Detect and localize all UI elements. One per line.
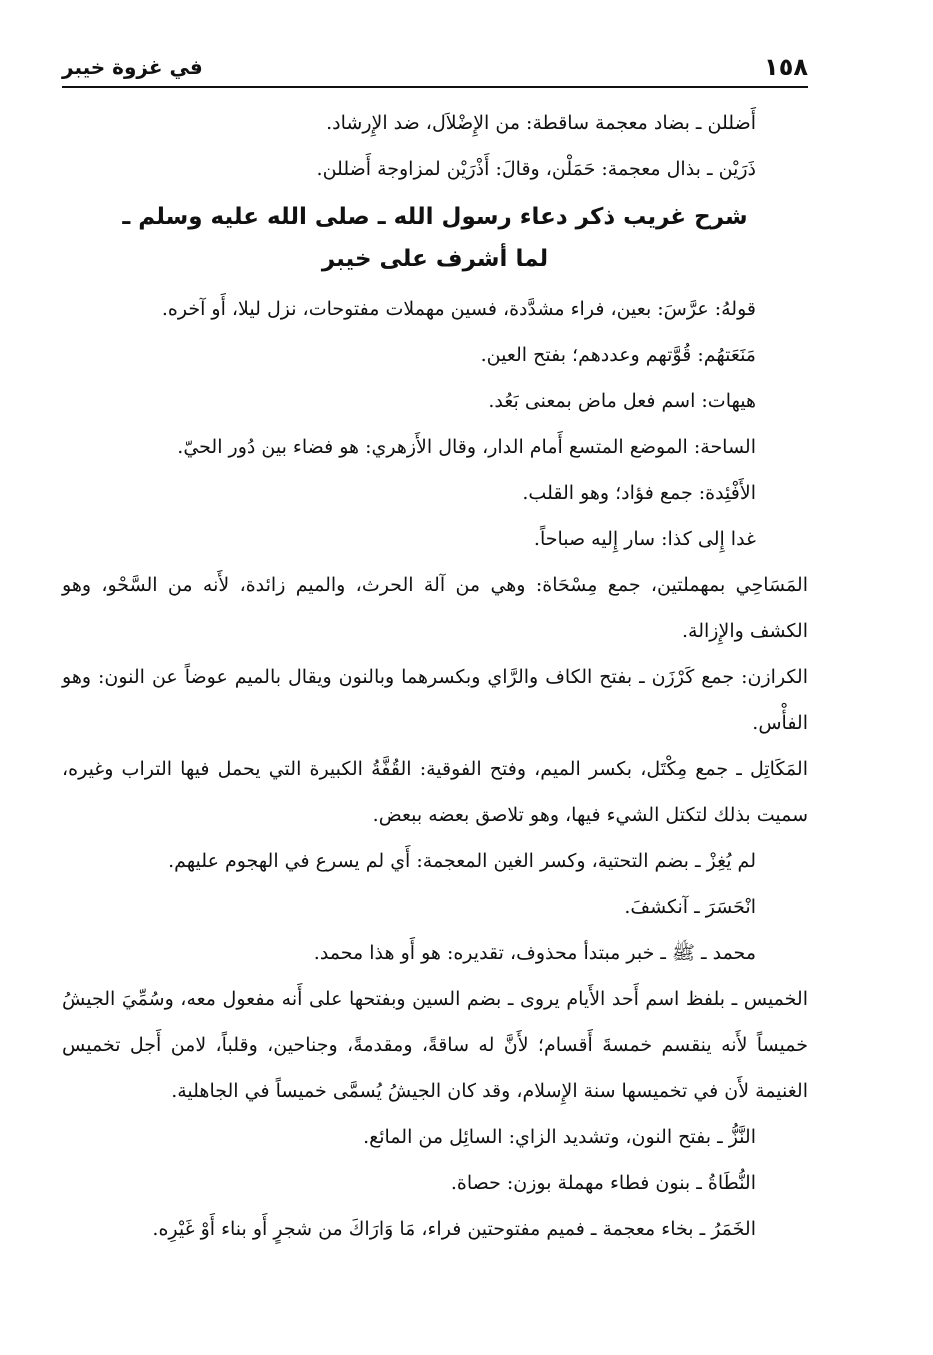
gloss-entry: الأَفْئِدة: جمع فؤاد؛ وهو القلب.: [522, 482, 756, 504]
page-body: [62, 100, 808, 1252]
page-number: ١٥٨: [764, 53, 808, 81]
gloss-entry: مَنَعَتهُم: قُوَّتهم وعددهم؛ بفتح العين.: [480, 344, 756, 366]
gloss-entry: النُّطَاةُ ـ بنون فطاء مهملة بوزن: حصاة.: [450, 1172, 756, 1194]
gloss-entry: الكرازن: جمع كَرْزَن ـ بفتح الكاف والرَّاي وبكسرهما وبالنون ويقال بالميم عوضاً عن النون: وهو الفأْس.: [62, 666, 808, 734]
gloss-entry: النَّزُّ ـ بفتح النون، وتشديد الزاي: السائِل من المائع.: [363, 1126, 756, 1148]
gloss-entry: الخَمَرُ ـ بخاء معجمة ـ فميم مفتوحتين فراء، مَا وَارَاكَ من شجرٍ أَو بناء أَوْ غَيْرِه.: [152, 1218, 756, 1240]
gloss-entry: أَضللن ـ بضاد معجمة ساقطة: من الإِضْلاَل، ضد الإِرشاد.: [326, 112, 756, 134]
gloss-entry: الساحة: الموضع المتسع أَمام الدار، وقال الأَزهري: هو فضاء بين دُور الحيّ.: [177, 436, 756, 458]
gloss-entry: محمد ـ ﷺ ـ خبر مبتدأ محذوف، تقديره: هو أَو هذا محمد.: [313, 942, 756, 964]
gloss-entry: الخميس ـ بلفظ اسم أَحد الأَيام يروى ـ بضم السين وبفتحها على أَنه مفعول معه، وسُمِّيَ الجيشُ خميساً لأَنه ينقسم خمسةَ أَقسام؛ لأَنَّ له ساقةً، ومقدمةً، وجناحين، وقلباً، لامن أَجل تخميس الغنيمة لأَن في تخميسها سنة الإِسلام، وقد كان الجيشُ يُسمَّى خميساً في الجاهلية.: [62, 988, 808, 1102]
gloss-entry: هيهات: اسم فعل ماض بمعنى بَعُد.: [488, 390, 756, 412]
running-title: في غزوة خيبر: [62, 55, 203, 79]
gloss-entry: انْحَسَرَ ـ آنكشفَ.: [624, 896, 756, 918]
section-heading: [62, 196, 808, 280]
gloss-entry: ذَرَيْن ـ بذال معجمة: حَمَلْن، وقالَ: أَذْرَيْن لمزاوجة أَضللن.: [316, 158, 756, 180]
gloss-entry: المَكَاتِل ـ جمع مِكْتَل، بكسر الميم، وفتح الفوقية: القُفَّةُ الكبيرة التي يحمل فيها التراب وغيره، سميت بذلك لتكتل الشيء فيها، وهو تلاصق بعضه ببعض.: [62, 758, 808, 826]
running-header: [62, 52, 808, 88]
gloss-entry: غدا إِلى كذا: سار إِليه صباحاً.: [533, 528, 756, 550]
gloss-entry: قولهُ: عرَّسَ: بعين، فراء مشدَّدة، فسين مهملات مفتوحات، نزل ليلا، أَو آخره.: [161, 298, 756, 320]
section-heading-line-2: لما أشرف على خيبر: [321, 246, 549, 272]
gloss-entry: المَسَاحِي بمهملتين، جمع مِسْحَاة: وهي من آلة الحرث، والميم زائدة، لأَنه من السَّحْو، وهو الكشف والإِزالة.: [62, 574, 808, 642]
gloss-entry: لم يُغِزْ ـ بضم التحتية، وكسر الغين المعجمة: أَي لم يسرع في الهجوم عليهم.: [168, 850, 756, 872]
section-heading-line-1: شرح غريب ذكر دعاء رسول الله ـ صلى الله عليه وسلم ـ: [122, 204, 748, 230]
